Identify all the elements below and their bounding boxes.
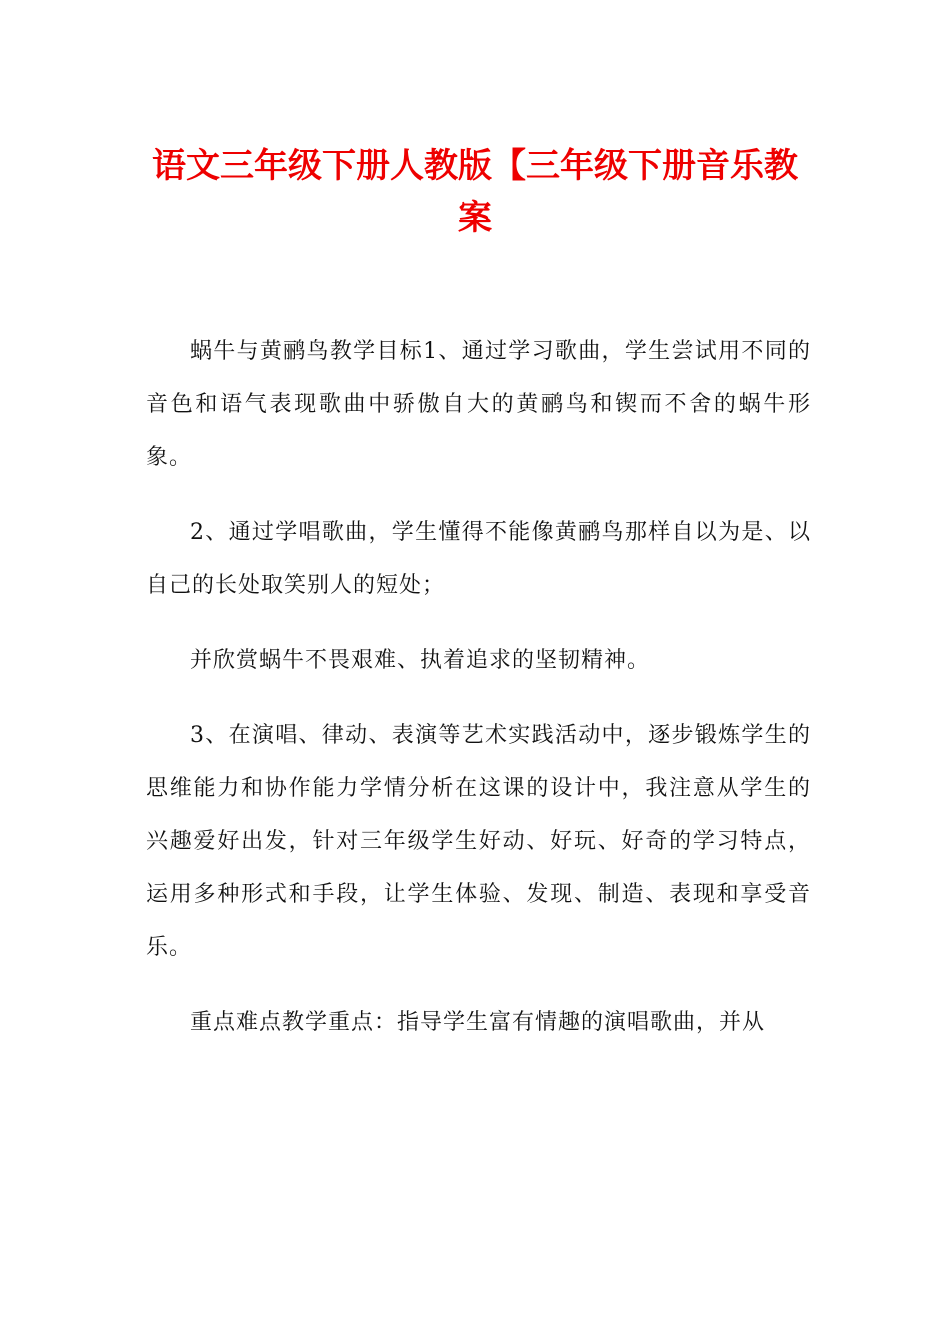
paragraph-3: 并欣赏蜗牛不畏艰难、执着追求的坚韧精神。 — [190, 648, 651, 673]
paragraph-4: 3、在演唱、律动、表演等艺术实践活动中，逐步锻炼学生的思维能力和协作能力学情分析在这课的设计中，我注意从学生的兴趣爱好出发，针对三年级学生好动、好玩、好奇的学习特点，运用多种形式和手段，让学生体验、发现、制造、表现和享受音乐。 — [146, 723, 811, 960]
paragraph-1: 蜗牛与黄鹂鸟教学目标1、通过学习歌曲，学生尝试用不同的音色和语气表现歌曲中骄傲自大的黄鹂鸟和锲而不舍的蜗牛形象。 — [146, 339, 811, 470]
paragraph-2: 2、通过学唱歌曲，学生懂得不能像黄鹂鸟那样自以为是、以自己的长处取笑别人的短处； — [146, 520, 811, 598]
paragraph-5: 重点难点教学重点：指导学生富有情趣的演唱歌曲，并从 — [190, 1010, 766, 1035]
document-title: 语文三年级下册人教版【三年级下册音乐教案 — [152, 146, 798, 238]
document-body — [146, 325, 811, 1071]
